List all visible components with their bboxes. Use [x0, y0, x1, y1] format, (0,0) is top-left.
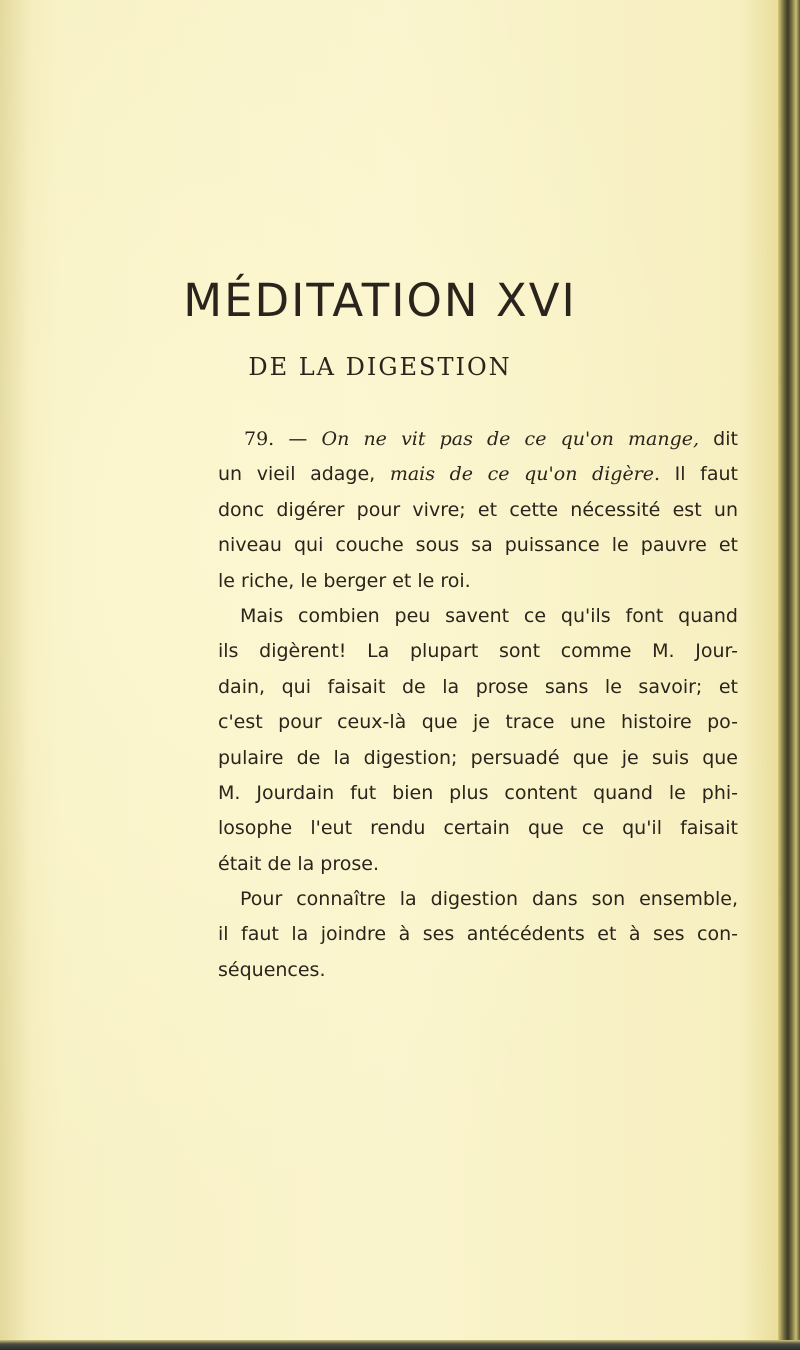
paragraph-1-line-1: 79. — On ne vit pas de ce qu'on mange, dit [244, 428, 738, 450]
chapter-subtitle: DE LA DIGESTION [248, 353, 512, 381]
paragraph-2-line-6: M. Jourdain fut bien plus content quand le phi- [218, 781, 738, 804]
book-bottom-edge [0, 1340, 800, 1350]
paragraph-3-line-1: Pour connaître la digestion dans son ensemble, [240, 888, 738, 911]
paragraph-2-line-8: était de la prose. [218, 852, 380, 875]
quote-italic: On ne vit pas de ce qu'on mange, [321, 428, 700, 450]
section-number: 79. [244, 428, 275, 450]
chapter-title: MÉDITATION XVI [183, 274, 577, 327]
paragraph-1-line-4: niveau qui couche sous sa puissance le pauvre et [218, 534, 738, 557]
paragraph-1-line-5: le riche, le berger et le roi. [218, 569, 471, 592]
book-edge [778, 0, 800, 1350]
page-gutter-shadow [0, 0, 30, 1350]
paragraph-1-line-2: un vieil adage, mais de ce qu'on digère. Il faut [218, 463, 738, 486]
paragraph-2-line-4: c'est pour ceux-là que je trace une histoire po- [218, 711, 738, 734]
quote-italic: mais de ce qu'on digère. [389, 463, 661, 486]
body-text [218, 422, 738, 988]
paragraph-2-line-2: ils digèrent! La plupart sont comme M. Jour- [218, 640, 738, 663]
paragraph-2-line-7: losophe l'eut rendu certain que ce qu'il faisait [218, 817, 738, 840]
paragraph-3-line-2: il faut la joindre à ses antécédents et à ses con- [218, 923, 738, 946]
paragraph-2-line-3: dain, qui faisait de la prose sans le savoir; et [218, 675, 738, 698]
paragraph-3-line-3: séquences. [218, 958, 326, 981]
paragraph-2-line-1: Mais combien peu savent ce qu'ils font quand [240, 604, 738, 627]
paragraph-2-line-5: pulaire de la digestion; persuadé que je suis que [218, 746, 738, 769]
paragraph-1-line-3: donc digérer pour vivre; et cette nécessité est un [218, 498, 738, 521]
